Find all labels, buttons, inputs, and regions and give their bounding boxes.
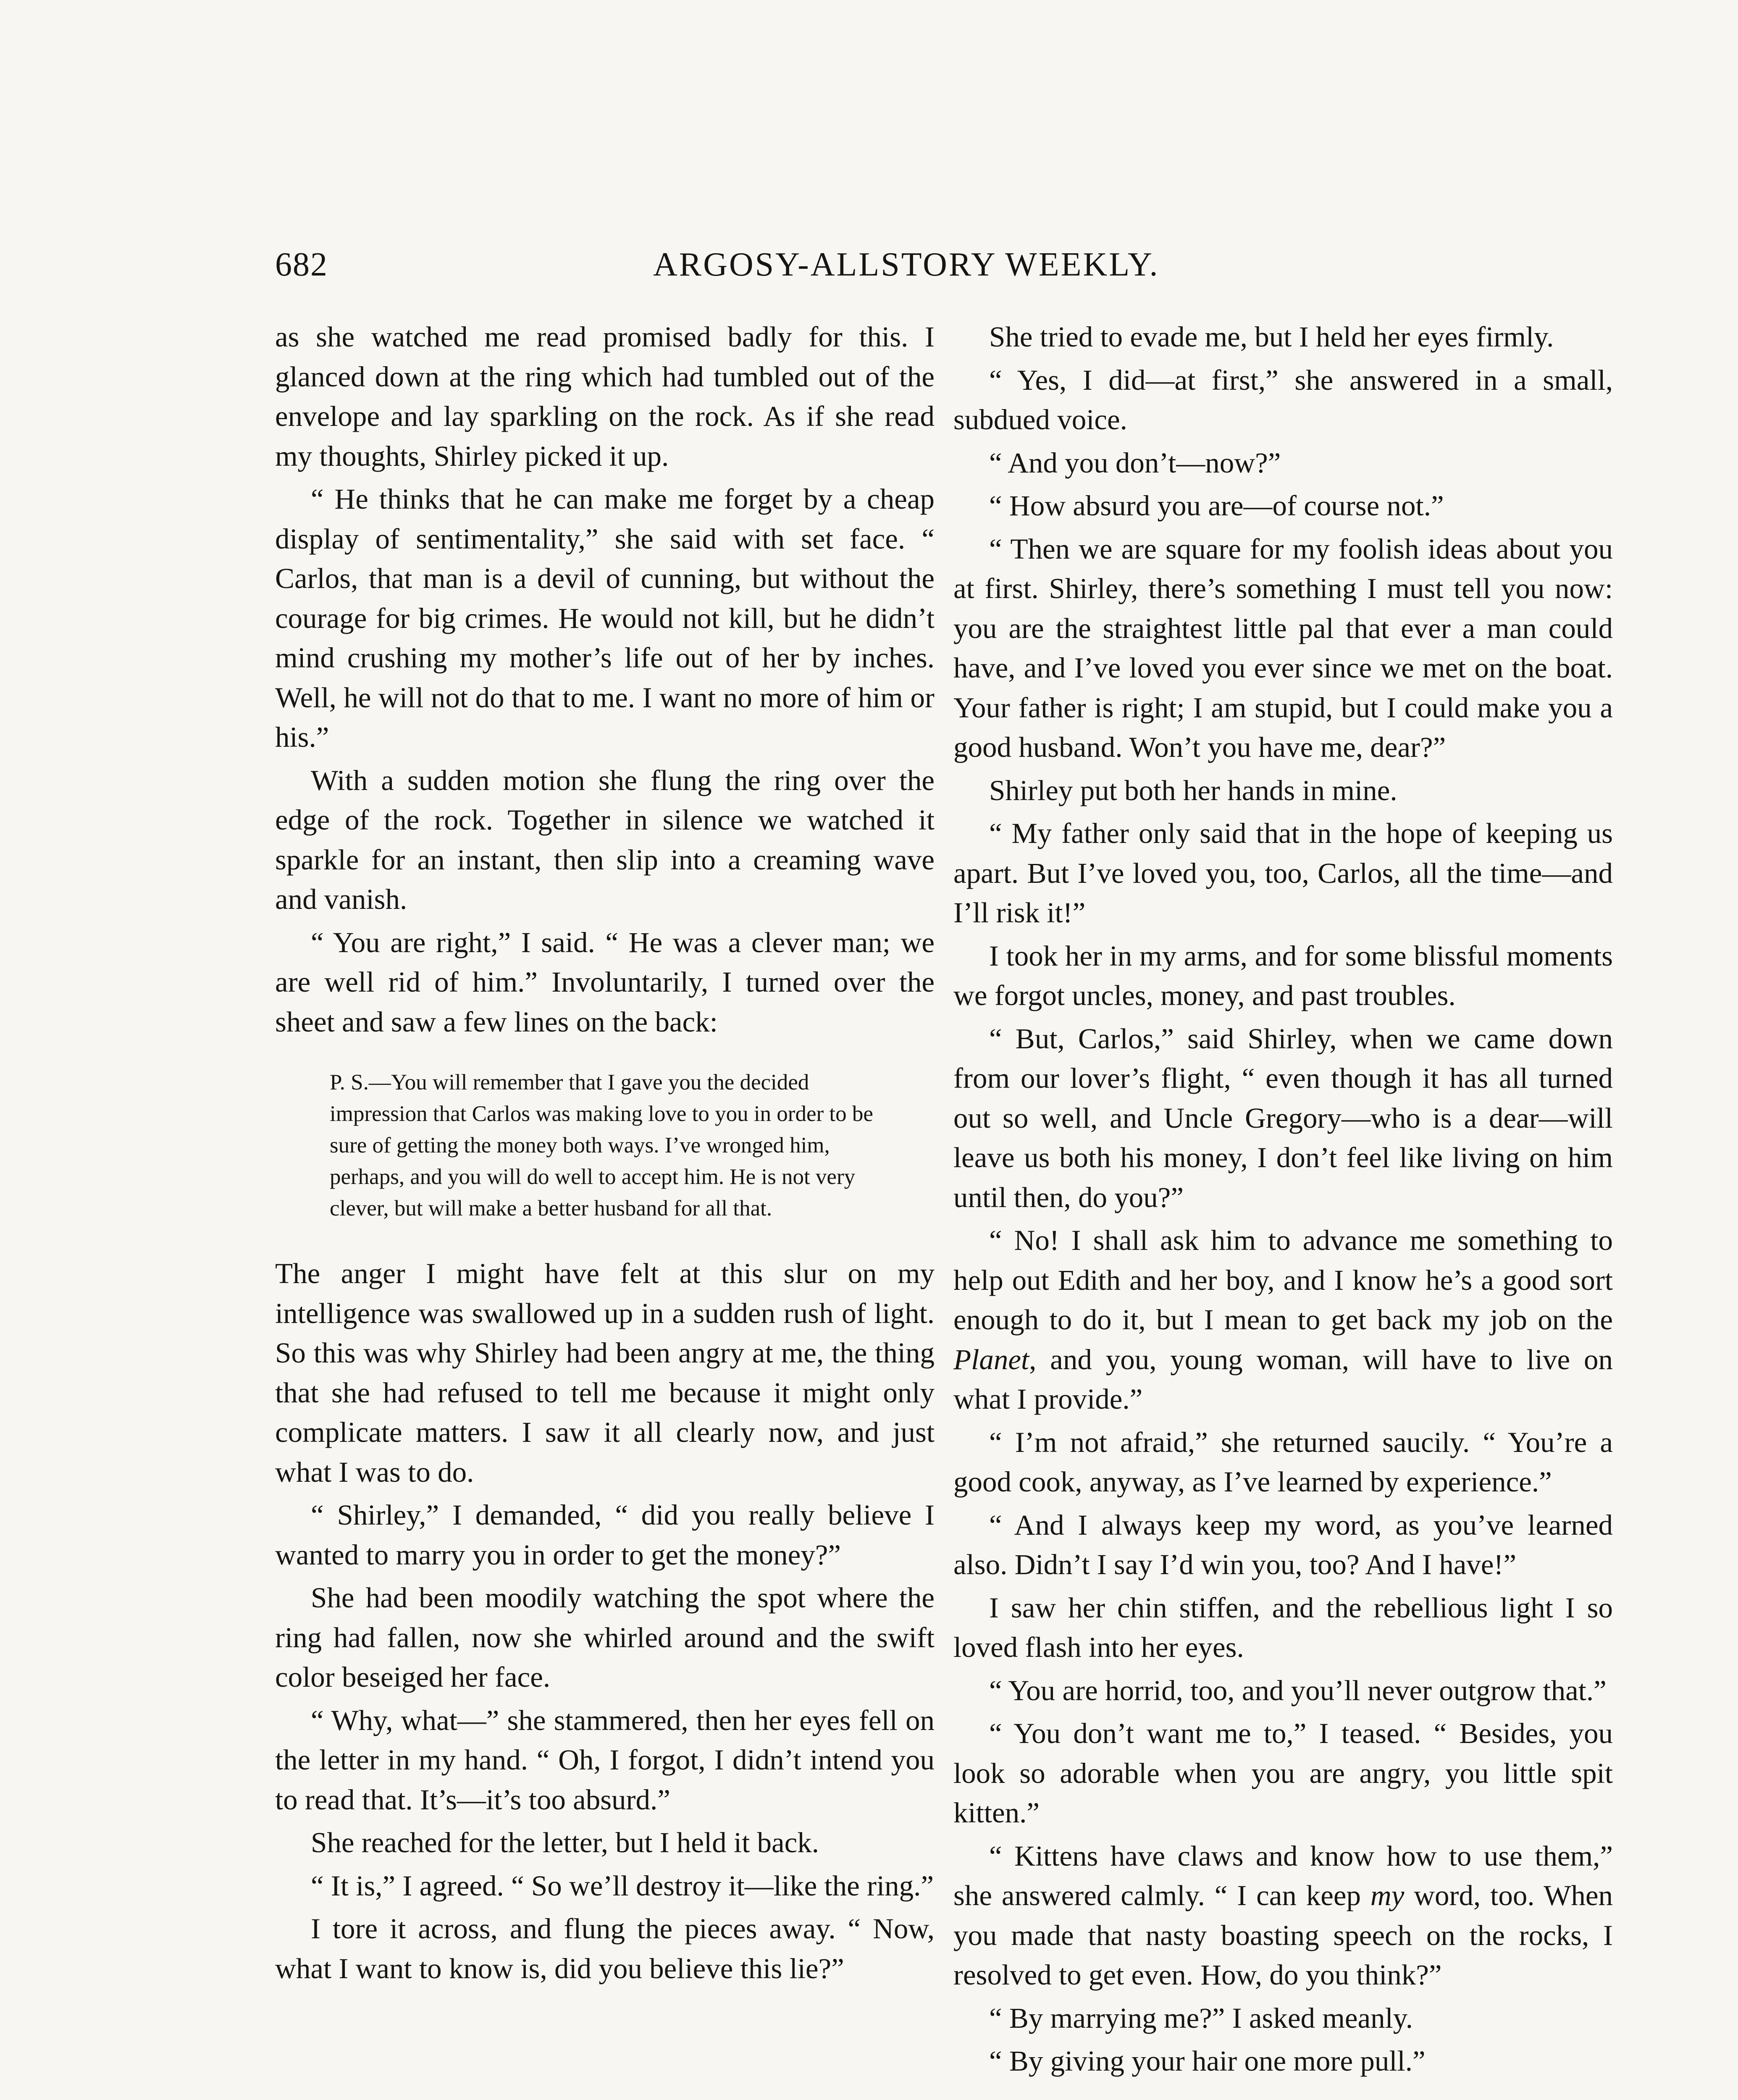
paragraph: “ Yes, I did—at first,” she answered in a small, subdued voice. <box>953 364 1613 436</box>
paragraph: She tried to evade me, but I held her eyes firmly. <box>989 321 1554 353</box>
paragraph: “ By giving your hair one more pull.” <box>989 2045 1426 2077</box>
paragraph: “ He thinks that he can make me forget by a cheap display of sentimentality,” she said with set face. “ Carlos, that man is a devil of cunning, but without the courage for big crimes. He would not kill, but he didn’t mind crushing my mother’s life out of her by inches. Well, he will not do that to me. I want no more of him or his.” <box>275 483 935 753</box>
paragraph: “ But, Carlos,” said Shirley, when we came down from our lover’s flight, “ even though it has all turned out so well, and Uncle Gregory—who is a dear—will leave us both his money, I don’t feel like living on him until then, do you?” <box>953 1022 1613 1213</box>
paragraph: She reached for the letter, but I held it back. <box>311 1827 819 1858</box>
paragraph: “ It is,” I agreed. “ So we’ll destroy it—like the ring.” <box>311 1869 934 1902</box>
paragraph: She had been moodily watching the spot where the ring had fallen, now she whirled around and the swift color beseiged her face. <box>275 1582 935 1693</box>
paragraph: as she watched me read promised badly for this. I glanced down at the ring which had tumbled out of the envelope and lay sparkling on the rock. As if she read my thoughts, Shirley picked it up. <box>275 321 935 472</box>
paragraph: “ Why, what—” she stammered, then her eyes fell on the letter in my hand. “ Oh, I forgot, I didn’t intend you to read that. It’s—it’s too absurd.” <box>275 1704 935 1816</box>
emphasis: my <box>1370 1880 1405 1911</box>
paragraph: “ And I always keep my word, as you’ve learned also. Didn’t I say I’d win you, too? And I have!” <box>953 1509 1613 1580</box>
paragraph: I took her in my arms, and for some blissful moments we forgot uncles, money, and past troubles. <box>953 940 1613 1011</box>
paragraph: “ And you don’t—now?” <box>989 446 1281 479</box>
paragraph: “ You are right,” I said. “ He was a clever man; we are well rid of him.” Involuntarily, I turned over the sheet and saw a few lines on the back: <box>275 926 935 1038</box>
paragraph: “ I’m not afraid,” she returned saucily. “ You’re a good cook, anyway, as I’ve learned by experience.” <box>953 1426 1613 1498</box>
paragraph: I tore it across, and flung the pieces away. “ Now, what I want to know is, did you believe this lie?” <box>275 1913 935 1984</box>
paragraph-text: “ Kittens have claws and know how to use them,” she answered calmly. “ I can keep <box>953 1840 1613 1911</box>
page-header <box>275 246 1493 292</box>
paragraph <box>953 1221 1613 1419</box>
paragraph-text: word, too. When you made that nasty boasting speech on the rocks, I resolved to get even. How, do you think?” <box>953 1880 1613 1991</box>
paragraph: “ You are horrid, too, and you’ll never outgrow that.” <box>989 1674 1607 1706</box>
right-column <box>953 317 1613 2084</box>
paragraph: “ Shirley,” I demanded, “ did you really believe I wanted to marry you in order to get the money?” <box>275 1499 935 1571</box>
paragraph: “ You don’t want me to,” I teased. “ Besides, you look so adorable when you are angry, you little spit kitten.” <box>953 1717 1613 1829</box>
paragraph: “ By marrying me?” I asked meanly. <box>989 2002 1413 2034</box>
newspaper-name: Planet <box>953 1343 1029 1376</box>
left-column <box>275 317 935 1992</box>
paragraph: “ How absurd you are—of course not.” <box>989 490 1444 522</box>
postscript-text: P. S.—You will remember that I gave you the decided impression that Carlos was making love to you in order to be sure of getting the money both ways. I’ve wronged him, perhaps, and you will do well to accept him. He is not very clever, but will make a better husband for all that. <box>330 1070 873 1221</box>
paragraph <box>953 1836 1613 1995</box>
paragraph: The anger I might have felt at this slur on my intelligence was swallowed up in a sudden rush of light. So this was why Shirley had been angry at me, the thing that she had refused to tell me because it might only complicate matters. I saw it all clearly now, and just what I was to do. <box>275 1257 935 1488</box>
page-number: 682 <box>275 246 328 283</box>
running-title: ARGOSY-ALLSTORY WEEKLY. <box>653 246 1160 283</box>
paragraph-text: , and you, young woman, will have to live on what I provide.” <box>953 1343 1613 1415</box>
paragraph-text: “ No! I shall ask him to advance me something to help out Edith and her boy, and I know he’s a good sort enough to do it, but I mean to get back my job on the <box>953 1224 1613 1336</box>
paragraph: “ My father only said that in the hope of keeping us apart. But I’ve loved you, too, Carlos, all the time—and I’ll risk it!” <box>953 817 1613 929</box>
paragraph: “ Then we are square for my foolish ideas about you at first. Shirley, there’s something I must tell you now: you are the straightest little pal that ever a man could have, and I’ve loved you ever since we met on the boat. Your father is right; I am stupid, but I could make you a good husband. Won’t you have me, dear?” <box>953 533 1613 763</box>
postscript-block <box>330 1067 901 1224</box>
paragraph: With a sudden motion she flung the ring over the edge of the rock. Together in silence we watched it sparkle for an instant, then slip into a creaming wave and vanish. <box>275 764 935 915</box>
paragraph: Shirley put both her hands in mine. <box>989 774 1397 806</box>
paragraph: I saw her chin stiffen, and the rebellious light I so loved flash into her eyes. <box>953 1591 1613 1663</box>
